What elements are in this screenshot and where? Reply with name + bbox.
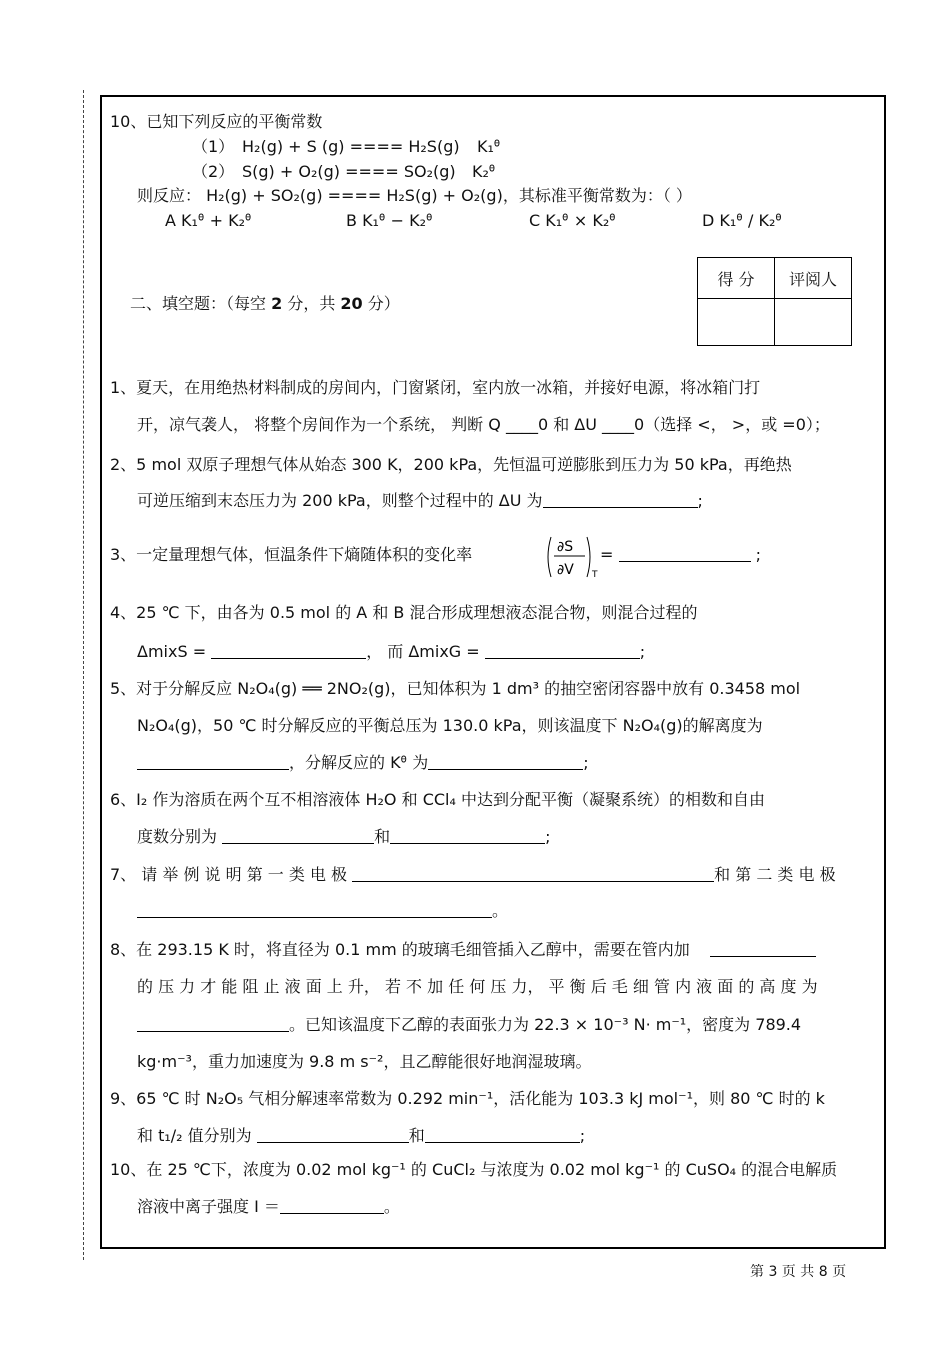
q10-option-b[interactable]: B K₁ᶿ − K₂ᶿ xyxy=(346,211,433,230)
fill-q10-line1: 10、在 25 ℃下，浓度为 0.02 mol kg⁻¹ 的 CuCl₂ 与浓度为 0.02 mol kg⁻¹ 的 CuSO₄ 的混合电解质 xyxy=(110,1160,838,1179)
fill-q6-blank1[interactable] xyxy=(222,827,374,844)
fill-q6-line1: 6、I₂ 作为溶质在两个互不相溶液体 H₂O 和 CCl₄ 中达到分配平衡（凝聚系统）的相数和自由 xyxy=(110,790,765,809)
q10-k2: K₂ᶿ xyxy=(472,162,496,181)
fill-q8-line3: 。已知该温度下乙醇的表面张力为 22.3 × 10⁻³ N· m⁻¹，密度为 789.4 xyxy=(137,1015,801,1035)
fill-q9-blank1[interactable] xyxy=(257,1126,409,1143)
deriv-subscript: T xyxy=(592,570,598,580)
fill-q1-line2: 开，凉气袭人， 将整个房间作为一个系统， 判断 Q ____0 和 ΔU ____0（选择 <， >，或 =0）； xyxy=(137,415,830,434)
partial-derivative-expression xyxy=(543,533,603,581)
binding-dashed-line xyxy=(83,90,84,1260)
score-label: 得 分 xyxy=(698,258,775,299)
fill-q3-blank[interactable] xyxy=(619,545,751,562)
score-table xyxy=(697,257,852,346)
fill-q9-line1: 9、65 ℃ 时 N₂O₅ 气相分解速率常数为 0.292 min⁻¹，活化能为 103.3 kJ mol⁻¹，则 80 ℃ 时的 k xyxy=(110,1089,825,1108)
fill-q7-blank1[interactable] xyxy=(352,865,714,882)
page-footer: 第 3 页 共 8 页 xyxy=(750,1264,847,1280)
fill-q3-answer: = ; xyxy=(600,545,761,564)
fill-q10-line2: 溶液中离子强度 I ＝ 。 xyxy=(137,1197,400,1216)
fill-q3: 3、一定量理想气体，恒温条件下熵随体积的变化率 xyxy=(110,545,473,564)
reviewer-label: 评阅人 xyxy=(775,258,852,299)
fill-q2-line1: 2、5 mol 双原子理想气体从始态 300 K，200 kPa，先恒温可逆膨胀到压力为 50 kPa，再绝热 xyxy=(110,455,792,474)
q10-reaction2: S(g) + O₂(g) ==== SO₂(g) xyxy=(242,162,456,181)
fill-q7-line1: 7、 请 举 例 说 明 第 一 类 电 极 和 第 二 类 电 极 xyxy=(110,865,836,884)
fill-q4-blank2[interactable] xyxy=(485,642,640,659)
fill-q10-blank[interactable] xyxy=(280,1197,384,1214)
fill-q2-blank[interactable] xyxy=(543,491,698,508)
deriv-numerator: ∂S xyxy=(557,539,574,555)
fill-q5-blank1[interactable] xyxy=(137,753,289,770)
fill-q4-blank1[interactable] xyxy=(211,642,366,659)
q10-question: 则反应： H₂(g) + SO₂(g) ==== H₂S(g) + O₂(g)，其标准平衡常数为：（ ） xyxy=(137,186,692,205)
fill-q5-line3: ，分解反应的 Kᶿ 为 ; xyxy=(137,753,589,773)
q10-reaction1: H₂(g) + S (g) ==== H₂S(g) xyxy=(242,137,460,156)
fill-q8-line4: kg·m⁻³，重力加速度为 9.8 m s⁻²，且乙醇能很好地润湿玻璃。 xyxy=(137,1052,592,1071)
fill-q6-line2: 度数分别为 和 ; xyxy=(137,827,551,846)
reviewer-cell[interactable] xyxy=(775,299,852,346)
q10-reaction2-num: （2） xyxy=(192,162,235,181)
fill-q8-line2: 的 压 力 才 能 阻 止 液 面 上 升， 若 不 加 任 何 压 力， 平 衡 后 毛 细 管 内 液 面 的 高 度 为 xyxy=(137,977,818,996)
q10-reaction1-num: （1） xyxy=(192,137,235,156)
fill-q7-line2: 。 xyxy=(137,901,508,921)
fill-q5-line1: 5、对于分解反应 N₂O₄(g) ══ 2NO₂(g)，已知体积为 1 dm³ 的抽空密闭容器中放有 0.3458 mol xyxy=(110,679,801,698)
fill-q9-line2: 和 t₁/₂ 值分别为 和 ; xyxy=(137,1126,586,1145)
section2-title: 二、填空题：（每空 2 分，共 20 分） xyxy=(130,294,400,313)
q10-option-d[interactable]: D K₁ᶿ / K₂ᶿ xyxy=(702,211,783,230)
q10-option-c[interactable]: C K₁ᶿ × K₂ᶿ xyxy=(529,211,616,230)
fill-q2-line2: 可逆压缩到末态压力为 200 kPa，则整个过程中的 ΔU 为 ; xyxy=(137,491,703,510)
fill-q8-blank2[interactable] xyxy=(137,1015,289,1032)
fill-q8-line1: 8、在 293.15 K 时，将直径为 0.1 mm 的玻璃毛细管插入乙醇中，需要在管内加 xyxy=(110,940,816,960)
fill-q8-blank1[interactable] xyxy=(710,940,816,957)
fill-q5-line2: N₂O₄(g)，50 ℃ 时分解反应的平衡总压为 130.0 kPa，则该温度下 N₂O₄(g)的解离度为 xyxy=(137,716,763,735)
deriv-denominator: ∂V xyxy=(557,562,574,578)
q10-option-a[interactable]: A K₁ᶿ + K₂ᶿ xyxy=(165,211,252,230)
fill-q6-blank2[interactable] xyxy=(390,827,545,844)
fill-q5-blank2[interactable] xyxy=(428,753,583,770)
fill-q9-blank2[interactable] xyxy=(425,1126,580,1143)
q10-k1: K₁ᶿ xyxy=(477,137,501,156)
fill-q1-line1: 1、夏天，在用绝热材料制成的房间内，门窗紧闭，室内放一冰箱，并接好电源，将冰箱门打 xyxy=(110,378,761,397)
fill-q4-line1: 4、25 ℃ 下，由各为 0.5 mol 的 A 和 B 混合形成理想液态混合物，则混合过程的 xyxy=(110,603,698,622)
score-cell[interactable] xyxy=(698,299,775,346)
q10-title: 10、已知下列反应的平衡常数 xyxy=(110,112,323,131)
fill-q4-line2: ΔmixS = ， 而 ΔmixG = ; xyxy=(137,642,646,661)
fill-q7-blank2[interactable] xyxy=(137,901,492,918)
